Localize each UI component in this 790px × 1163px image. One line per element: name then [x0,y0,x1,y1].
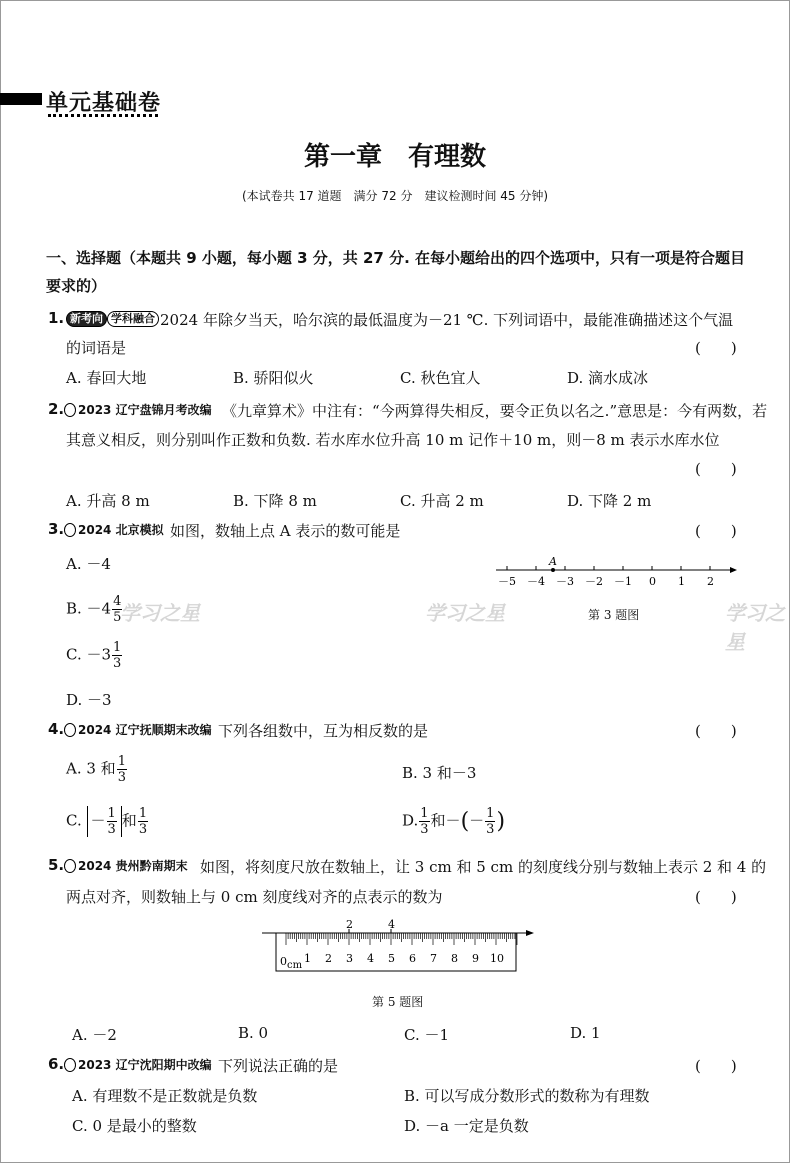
q3-source-label: 2024 北京模拟 [78,523,164,537]
ruler-label: 1 [304,952,311,965]
q1-answer-paren: ( ) [695,339,737,357]
ruler-label: 3 [346,952,353,965]
q1-option-d: D. 滴水成冰 [567,369,649,387]
q4-option-d: D. $\frac{1}{3}$ 和－(－ $\frac{1}{3}$ ) [402,806,506,837]
number-line-tick-label: －1 [614,575,632,588]
q4-text: 下列各组数中，互为相反数的是 [218,722,429,740]
q4-option-d-and: 和－ [430,811,461,830]
section-title: 一、选择题（本题共 9 小题，每小题 3 分，共 27 分. 在每小题给出的四个选项中，只有一项是符合题目要求的） [46,249,746,295]
denominator: 3 [117,770,126,785]
location-pin-icon [64,1058,76,1072]
q5-ruler-figure [258,918,538,978]
q6-option-c: C. 0 是最小的整数 [72,1117,197,1135]
location-pin-icon [64,523,76,537]
q5-text-line2: 两点对齐，则数轴上与 0 cm 刻度线对齐的点表示的数为 [66,888,443,906]
numerator: 1 [113,640,122,655]
q2-option-c: C. 升高 2 m [400,492,484,510]
q1-text-line1: 2024 年除夕当天，哈尔滨的最低温度为－21 ℃. 下列词语中，最能准确描述这个气温 [160,311,734,329]
ruler-label: 7 [430,952,437,965]
ruler-zero-label: 0 [280,955,287,968]
q1-option-a: A. 春回大地 [66,369,147,387]
numerator: 4 [113,594,122,609]
q2-answer-paren: ( ) [695,460,737,478]
location-pin-icon [64,859,76,873]
q1-number: 1. [48,309,65,327]
ruler-label: 4 [367,952,374,965]
q5-figure-caption: 第 5 题图 [372,995,424,1009]
q4-option-d-prefix: D. [402,811,419,830]
location-pin-icon [64,723,76,737]
axis-label-2: 2 [346,918,353,931]
denominator: 3 [113,656,122,671]
q4-option-c-fraction [138,806,148,837]
numerator: 1 [138,806,148,821]
q3-text: 如图，数轴上点 A 表示的数可能是 [170,522,401,540]
q1-tags [66,309,159,327]
number-line-tick-label: －2 [585,575,603,588]
q4-source [64,720,212,738]
q3-option-b-prefix: B. －4 [66,599,112,618]
location-pin-icon [64,403,76,417]
numerator: 1 [420,806,429,821]
q4-option-a-prefix: A. 3 和 [66,759,116,778]
number-line-tick-label: 1 [678,575,685,588]
q3-option-c-fraction [112,640,122,671]
q5-source-label: 2024 贵州黔南期末 [78,859,188,873]
number-line-tick-label: －5 [498,575,516,588]
q6-option-d: D. －a 一定是负数 [404,1117,529,1135]
exam-subtitle: (本试卷共 17 道题 满分 72 分 建议检测时间 45 分钟) [241,189,549,203]
q1-tag-new: 新考向 [66,311,107,327]
banner-dots [48,114,158,117]
banner-title: 单元基础卷 [46,91,162,116]
q4-option-d-fraction-inner: $\frac{1}{3}$ [486,806,495,837]
number-line-tick-label: －3 [556,575,574,588]
q4-option-d-sign: － [469,811,485,830]
q6-answer-paren: ( ) [695,1057,737,1075]
q3-figure-caption: 第 3 题图 [588,608,640,622]
axis-label-4: 4 [388,918,395,931]
q2-text-line2: 其意义相反，则分别叫作正数和负数. 若水库水位升高 10 m 记作＋10 m，则－8 m 表示水库水位 [66,431,720,449]
q4-option-a [66,754,128,785]
chapter-title: 第一章 有理数 [303,142,486,172]
q6-option-b: B. 可以写成分数形式的数称为有理数 [404,1087,650,1105]
banner-bar [0,93,42,105]
q4-option-c-and: 和 [121,811,137,830]
q6-number: 6. [48,1055,65,1073]
q2-source-label: 2023 辽宁盘锦月考改编 [78,403,212,417]
ruler-label: 2 [325,952,332,965]
q2-option-d: D. 下降 2 m [567,492,652,510]
q3-option-c [66,640,123,671]
watermark: 学习之星 [120,601,200,625]
q6-text: 下列说法正确的是 [218,1057,339,1075]
absolute-value-bars: － $\frac{1}{3}$ [87,806,122,837]
denominator: 5 [113,610,122,625]
q2-option-b: B. 下降 8 m [233,492,317,510]
q1-text-line2: 的词语是 [66,339,127,357]
q1-option-c: C. 秋色宜人 [400,369,481,387]
q5-text-line1: 如图，将刻度尺放在数轴上，让 3 cm 和 5 cm 的刻度线分别与数轴上表示 2 和 4 的 [200,858,767,876]
q3-option-a: A. －4 [66,555,111,573]
point-a-label: A [549,555,557,568]
number-line-tick-label: 2 [707,575,714,588]
ruler-body [276,933,516,971]
q2-text-line1: 《九章算术》中注有：“今两算得失相反，要令正负以名之.”意思是：今有两数，若 [222,402,768,420]
q2-option-a: A. 升高 8 m [66,492,150,510]
watermark: 学习之星 [425,601,505,625]
q4-option-d-fraction [419,806,429,837]
q3-number: 3. [48,520,65,538]
q5-option-a: A. －2 [72,1026,117,1044]
q2-number: 2. [48,400,65,418]
q4-answer-paren: ( ) [695,722,737,740]
q5-option-c: C. －1 [404,1026,450,1044]
watermark: 学习之星 [725,601,785,654]
q4-option-a-fraction [117,754,127,785]
q5-option-d: D. 1 [570,1024,601,1042]
ruler-label: 9 [472,952,479,965]
denominator: 3 [138,822,148,837]
axis-arrow-icon [526,930,534,936]
ruler-label: 6 [409,952,416,965]
q4-source-label: 2024 辽宁抚顺期末改编 [78,723,212,737]
q4-option-c-prefix: C. [66,811,82,830]
number-line-ticks [498,566,714,588]
q4-option-c-fraction-inner: $\frac{1}{3}$ [107,806,116,837]
q3-source [64,520,164,538]
q4-option-b: B. 3 和－3 [402,764,477,782]
q3-option-d: D. －3 [66,691,112,709]
q6-source [64,1055,212,1073]
q5-answer-paren: ( ) [695,888,737,906]
q5-number: 5. [48,856,65,874]
q3-option-c-prefix: C. －3 [66,645,112,664]
q3-option-b [66,594,123,625]
ruler-label: 10 [490,952,504,965]
number-line-tick-label: －4 [527,575,545,588]
q6-source-label: 2023 辽宁沈阳期中改编 [78,1058,212,1072]
q3-number-line-figure [490,555,740,590]
point-a-dot [551,568,555,572]
ruler-label: 5 [388,952,395,965]
number-line-tick-label: 0 [649,575,656,588]
q1-tag-subject: 学科融合 [107,311,159,327]
q2-source [64,400,212,418]
q4-option-c [66,806,149,837]
q5-source [64,856,188,874]
ruler-label: 8 [451,952,458,965]
numerator: 1 [117,754,126,769]
q6-option-a: A. 有理数不是正数就是负数 [72,1087,258,1105]
axis-arrow-icon [730,567,737,573]
q4-number: 4. [48,720,65,738]
denominator: 3 [420,822,429,837]
ruler-ticks [286,933,517,965]
q3-answer-paren: ( ) [695,522,737,540]
q5-option-b: B. 0 [238,1024,269,1042]
q1-option-b: B. 骄阳似火 [233,369,314,387]
ruler-unit-label: cm [287,960,303,971]
